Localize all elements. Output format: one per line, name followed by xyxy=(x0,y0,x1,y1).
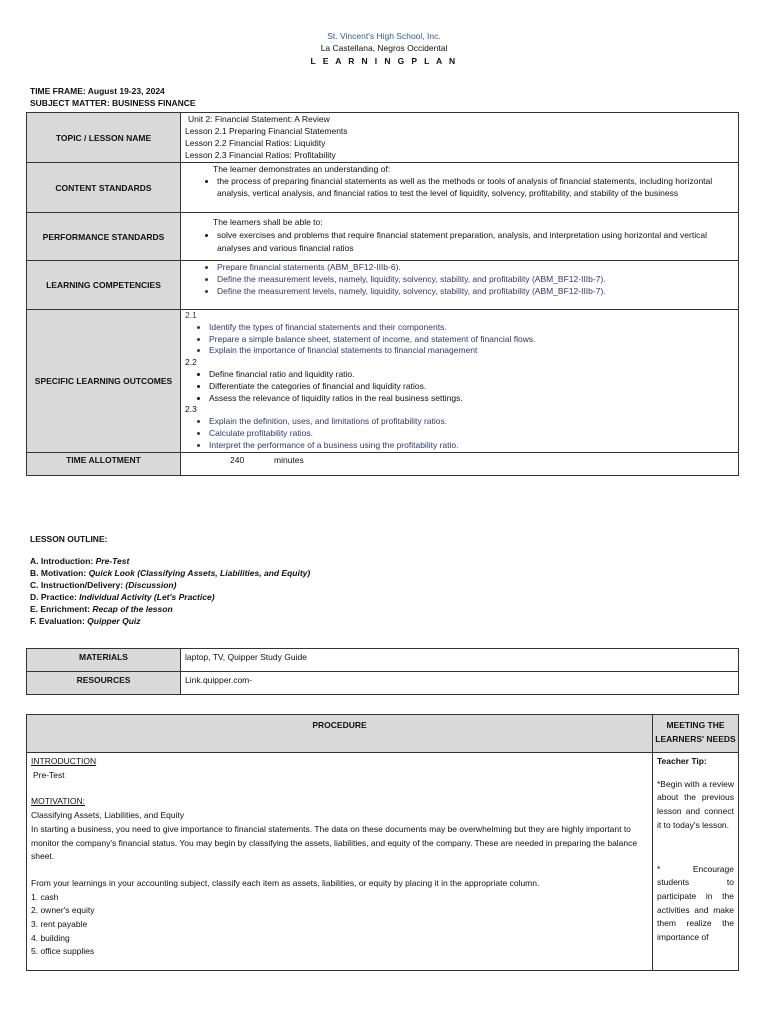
document-header xyxy=(0,30,768,69)
resources-row xyxy=(27,672,739,695)
content-standards-bullet: • the process of preparing financial statements as well as the methods or tools of analysis of financial statements, including horizontal analysis, vertical analysis, and financial ratios to test the level of liquidity, solvency, profitability, and stability of the business xyxy=(217,175,734,199)
competency-item: • Prepare financial statements (ABM_BF12-IIIb-6). xyxy=(217,261,734,273)
resources-value: Link.quipper.com- xyxy=(181,672,739,695)
materials-value: laptop, TV, Quipper Study Guide xyxy=(181,649,739,672)
time-unit: minutes xyxy=(274,454,304,465)
outline-item: C. Instruction/Delivery: (Discussion) xyxy=(30,580,177,590)
school-name: St. Vincent's High School, Inc. xyxy=(327,31,441,41)
content-standards-label: CONTENT STANDARDS xyxy=(27,163,181,213)
time-label: TIME ALLOTMENT xyxy=(27,452,181,475)
outcome-item: • Interpret the performance of a business using the profitability ratio. xyxy=(209,440,734,452)
resources-label: RESOURCES xyxy=(27,672,181,695)
motivation-subtitle: Classifying Assets, Liabilities, and Equity xyxy=(31,810,185,821)
competencies-label: LEARNING COMPETENCIES xyxy=(27,261,181,310)
outcomes-value xyxy=(181,310,739,453)
materials-table xyxy=(26,648,739,695)
outcomes-section-number: 2.3 xyxy=(185,404,197,415)
school-location: La Castellana, Negros Occidental xyxy=(320,43,448,53)
procedure-body xyxy=(27,753,653,971)
topic-label: TOPIC / LESSON NAME xyxy=(27,113,181,163)
plan-meta xyxy=(30,85,196,109)
introduction-text: Pre-Test xyxy=(33,769,65,780)
topic-row xyxy=(27,113,739,163)
motivation-title: MOTIVATION: xyxy=(31,796,85,807)
procedure-header-row xyxy=(27,715,739,753)
outcomes-label: SPECIFIC LEARNING OUTCOMES xyxy=(27,310,181,453)
materials-label: MATERIALS xyxy=(27,649,181,672)
competency-item: • Define the measurement levels, namely, liquidity, solvency, stability, and profitability (ABM_BF12-IIIb-7). xyxy=(217,285,734,297)
time-minutes-value: 240 xyxy=(230,454,245,465)
procedure-body-row xyxy=(27,753,739,971)
activity-item: 3. rent payable xyxy=(31,919,88,930)
outline-item: F. Evaluation: Quipper Quiz xyxy=(30,616,141,626)
procedure-table xyxy=(26,714,739,971)
subject-matter: SUBJECT MATTER: BUSINESS FINANCE xyxy=(30,98,196,108)
topic-line: Lesson 2.3 Financial Ratios: Profitability xyxy=(185,150,336,160)
content-standards-row xyxy=(27,163,739,213)
activity-item: 1. cash xyxy=(31,891,59,902)
outcome-item: • Define financial ratio and liquidity ratio. xyxy=(209,369,734,381)
outline-item: A. Introduction: Pre-Test xyxy=(30,556,130,566)
performance-standards-intro: The learners shall be able to: xyxy=(213,217,323,227)
performance-standards-label: PERFORMANCE STANDARDS xyxy=(27,213,181,261)
competencies-value xyxy=(181,261,739,310)
performance-standards-bullet: • solve exercises and problems that require financial statement preparation, analysis, and interpretation using horizontal and vertical analyses and various financial ratios xyxy=(217,229,734,255)
outcome-item: • Explain the definition, uses, and limitations of profitability ratios. xyxy=(209,416,734,428)
content-standards-intro: The learner demonstrates an understanding of: xyxy=(213,164,391,174)
outcome-item: • Differentiate the categories of financial and liquidity ratios. xyxy=(209,381,734,393)
materials-row xyxy=(27,649,739,672)
outline-item: D. Practice: Individual Activity (Let's Practice) xyxy=(30,592,215,602)
teacher-tip-2: * Encourage students to participate in the activities and make them realize the importance of xyxy=(657,863,734,943)
performance-standards-row xyxy=(27,213,739,261)
teacher-tip-1: *Begin with a review about the previous lesson and connect it to today's lesson. xyxy=(657,778,734,830)
learners-needs-column xyxy=(653,753,739,971)
motivation-paragraph: In starting a business, you need to give importance to financial statements. The data on these documents may be overwhelming but they are highly important to monitor the company's financial status. You may begin by classifying the assets, liabilities, and equity of the company. These are needed in preparing the balance sheet. xyxy=(31,823,638,862)
outline-title: LESSON OUTLINE: xyxy=(30,534,108,544)
teacher-tip-title: Teacher Tip: xyxy=(657,756,707,766)
outcome-item: • Assess the relevance of liquidity ratios in the real business settings. xyxy=(209,393,734,405)
performance-standards-value xyxy=(181,213,739,261)
activity-item: 4. building xyxy=(31,932,70,943)
competency-item: • Define the measurement levels, namely, liquidity, solvency, stability, and profitability (ABM_BF12-IIIb-7). xyxy=(217,273,734,285)
document-title: L E A R N I N G P L A N xyxy=(310,56,458,66)
outcome-item: • Prepare a simple balance sheet, statement of income, and statement of financial flows. xyxy=(209,334,734,346)
outline-item: B. Motivation: Quick Look (Classifying Assets, Liabilities, and Equity) xyxy=(30,568,311,578)
activity-item: 5. office supplies xyxy=(31,946,95,957)
outline-item: E. Enrichment: Recap of the lesson xyxy=(30,604,173,614)
time-frame: TIME FRAME: August 19-23, 2024 xyxy=(30,86,165,96)
topic-value xyxy=(181,113,739,163)
competencies-row xyxy=(27,261,739,310)
time-value xyxy=(181,452,739,475)
learning-plan-table xyxy=(26,112,739,476)
outcome-item: • Explain the importance of financial statements to financial management xyxy=(209,345,734,357)
procedure-header: PROCEDURE xyxy=(27,715,653,753)
topic-line: Lesson 2.2 Financial Ratios: Liquidity xyxy=(185,138,326,148)
topic-line: Lesson 2.1 Preparing Financial Statements xyxy=(185,126,348,136)
topic-line: Unit 2: Financial Statement: A Review xyxy=(188,114,330,124)
outcomes-row xyxy=(27,310,739,453)
activity-item: 2. owner's equity xyxy=(31,905,95,916)
time-row xyxy=(27,452,739,475)
introduction-title: INTRODUCTION xyxy=(31,756,97,766)
lesson-outline xyxy=(30,533,310,627)
outcomes-section-number: 2.1 xyxy=(185,310,197,320)
outcome-item: • Calculate profitability ratios. xyxy=(209,428,734,440)
content-standards-value xyxy=(181,163,739,213)
outcome-item: • Identify the types of financial statements and their components. xyxy=(209,322,734,334)
outcomes-section-number: 2.2 xyxy=(185,357,197,368)
activity-instruction: From your learnings in your accounting subject, classify each item as assets, liabilities, or equity by placing it in the appropriate column. xyxy=(31,877,540,888)
learners-needs-header: MEETING THE LEARNERS' NEEDS xyxy=(653,715,739,753)
